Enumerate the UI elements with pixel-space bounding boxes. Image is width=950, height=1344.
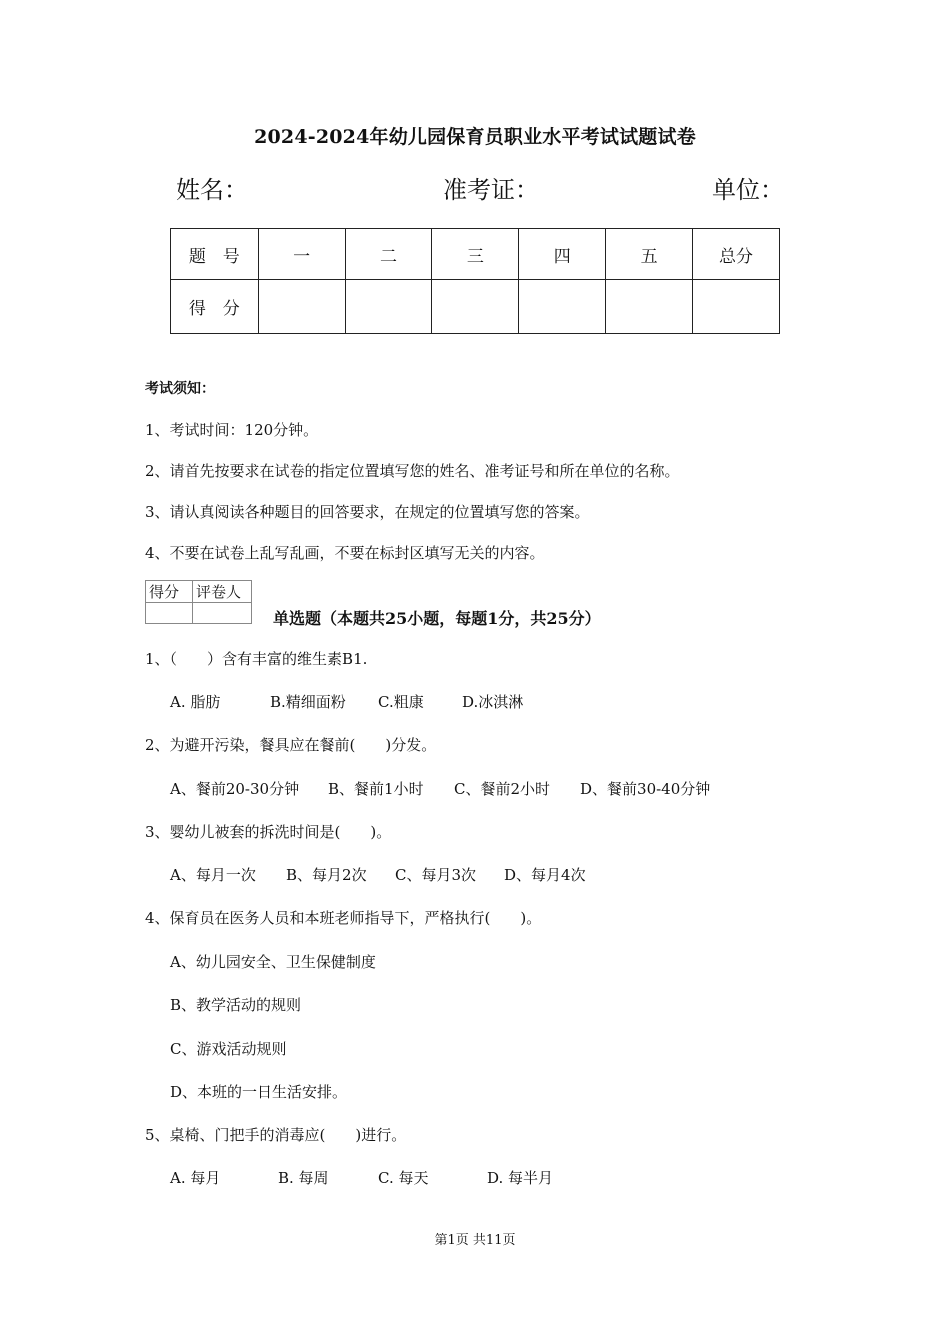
score-header-cell: 三 <box>432 229 519 280</box>
question-option: B、餐前1小时 <box>328 780 424 798</box>
score-cell <box>345 280 432 334</box>
score-header-cell: 一 <box>258 229 345 280</box>
question-option: C、游戏活动规则 <box>170 1040 287 1058</box>
question-stem: 4、保育员在医务人员和本班老师指导下，严格执行( )。 <box>145 909 542 927</box>
note-item: 1、考试时间：120分钟。 <box>145 421 319 439</box>
question-option: B.精细面粉 <box>270 693 346 711</box>
question-option: D、餐前30-40分钟 <box>580 780 711 798</box>
score-cell <box>606 280 693 334</box>
question-option: C.粗康 <box>378 693 424 711</box>
question-stem: 5、桌椅、门把手的消毒应( )进行。 <box>145 1126 407 1144</box>
exam-id-label: 准考证： <box>443 176 539 204</box>
question-option: C. 每天 <box>378 1169 429 1187</box>
question-option: B、教学活动的规则 <box>170 996 302 1014</box>
score-header-cell: 题 号 <box>171 229 259 280</box>
score-header-cell: 五 <box>606 229 693 280</box>
note-item: 3、请认真阅读各种题目的回答要求，在规定的位置填写您的答案。 <box>145 503 590 521</box>
score-header-cell: 四 <box>519 229 606 280</box>
question-option: C、每月3次 <box>395 866 477 884</box>
score-header-cell: 二 <box>345 229 432 280</box>
grader-name-label: 评卷人 <box>193 581 252 603</box>
grader-box <box>145 580 252 624</box>
question-option: D、本班的一日生活安排。 <box>170 1083 348 1101</box>
question-option: D. 每半月 <box>487 1169 554 1187</box>
question-stem: 2、为避开污染，餐具应在餐前( )分发。 <box>145 736 437 754</box>
notes-heading: 考试须知： <box>145 381 215 397</box>
question-option: A. 脂肪 <box>170 693 221 711</box>
note-item: 2、请首先按要求在试卷的指定位置填写您的姓名、准考证号和所在单位的名称。 <box>145 462 680 480</box>
grader-score-cell <box>146 603 193 624</box>
name-label: 姓名： <box>176 176 248 204</box>
score-cell <box>432 280 519 334</box>
score-cell <box>519 280 606 334</box>
section-title: 单选题（本题共25小题，每题1分，共25分） <box>273 609 601 628</box>
unit-label: 单位： <box>712 176 784 204</box>
document-title: 2024-2024年幼儿园保育员职业水平考试试题试卷 <box>254 126 696 148</box>
score-table <box>170 228 780 334</box>
question-option: D.冰淇淋 <box>462 693 524 711</box>
score-header-cell: 总分 <box>693 229 780 280</box>
score-cell <box>693 280 780 334</box>
question-option: A. 每月 <box>170 1169 221 1187</box>
score-cell <box>258 280 345 334</box>
score-row-label: 得 分 <box>171 280 259 334</box>
question-option: A、每月一次 <box>170 866 256 884</box>
question-option: C、餐前2小时 <box>454 780 551 798</box>
question-option: B. 每周 <box>278 1169 329 1187</box>
question-option: B、每月2次 <box>286 866 367 884</box>
page-footer: 第1页 共11页 <box>434 1233 516 1248</box>
question-option: A、餐前20-30分钟 <box>170 780 300 798</box>
grader-name-cell <box>193 603 252 624</box>
question-stem: 1、（ ）含有丰富的维生素B1. <box>145 650 368 668</box>
grader-score-label: 得分 <box>146 581 193 603</box>
question-option: D、每月4次 <box>504 866 586 884</box>
question-stem: 3、婴幼儿被套的拆洗时间是( )。 <box>145 823 392 841</box>
question-option: A、幼儿园安全、卫生保健制度 <box>170 953 376 971</box>
note-item: 4、不要在试卷上乱写乱画，不要在标封区填写无关的内容。 <box>145 544 545 562</box>
